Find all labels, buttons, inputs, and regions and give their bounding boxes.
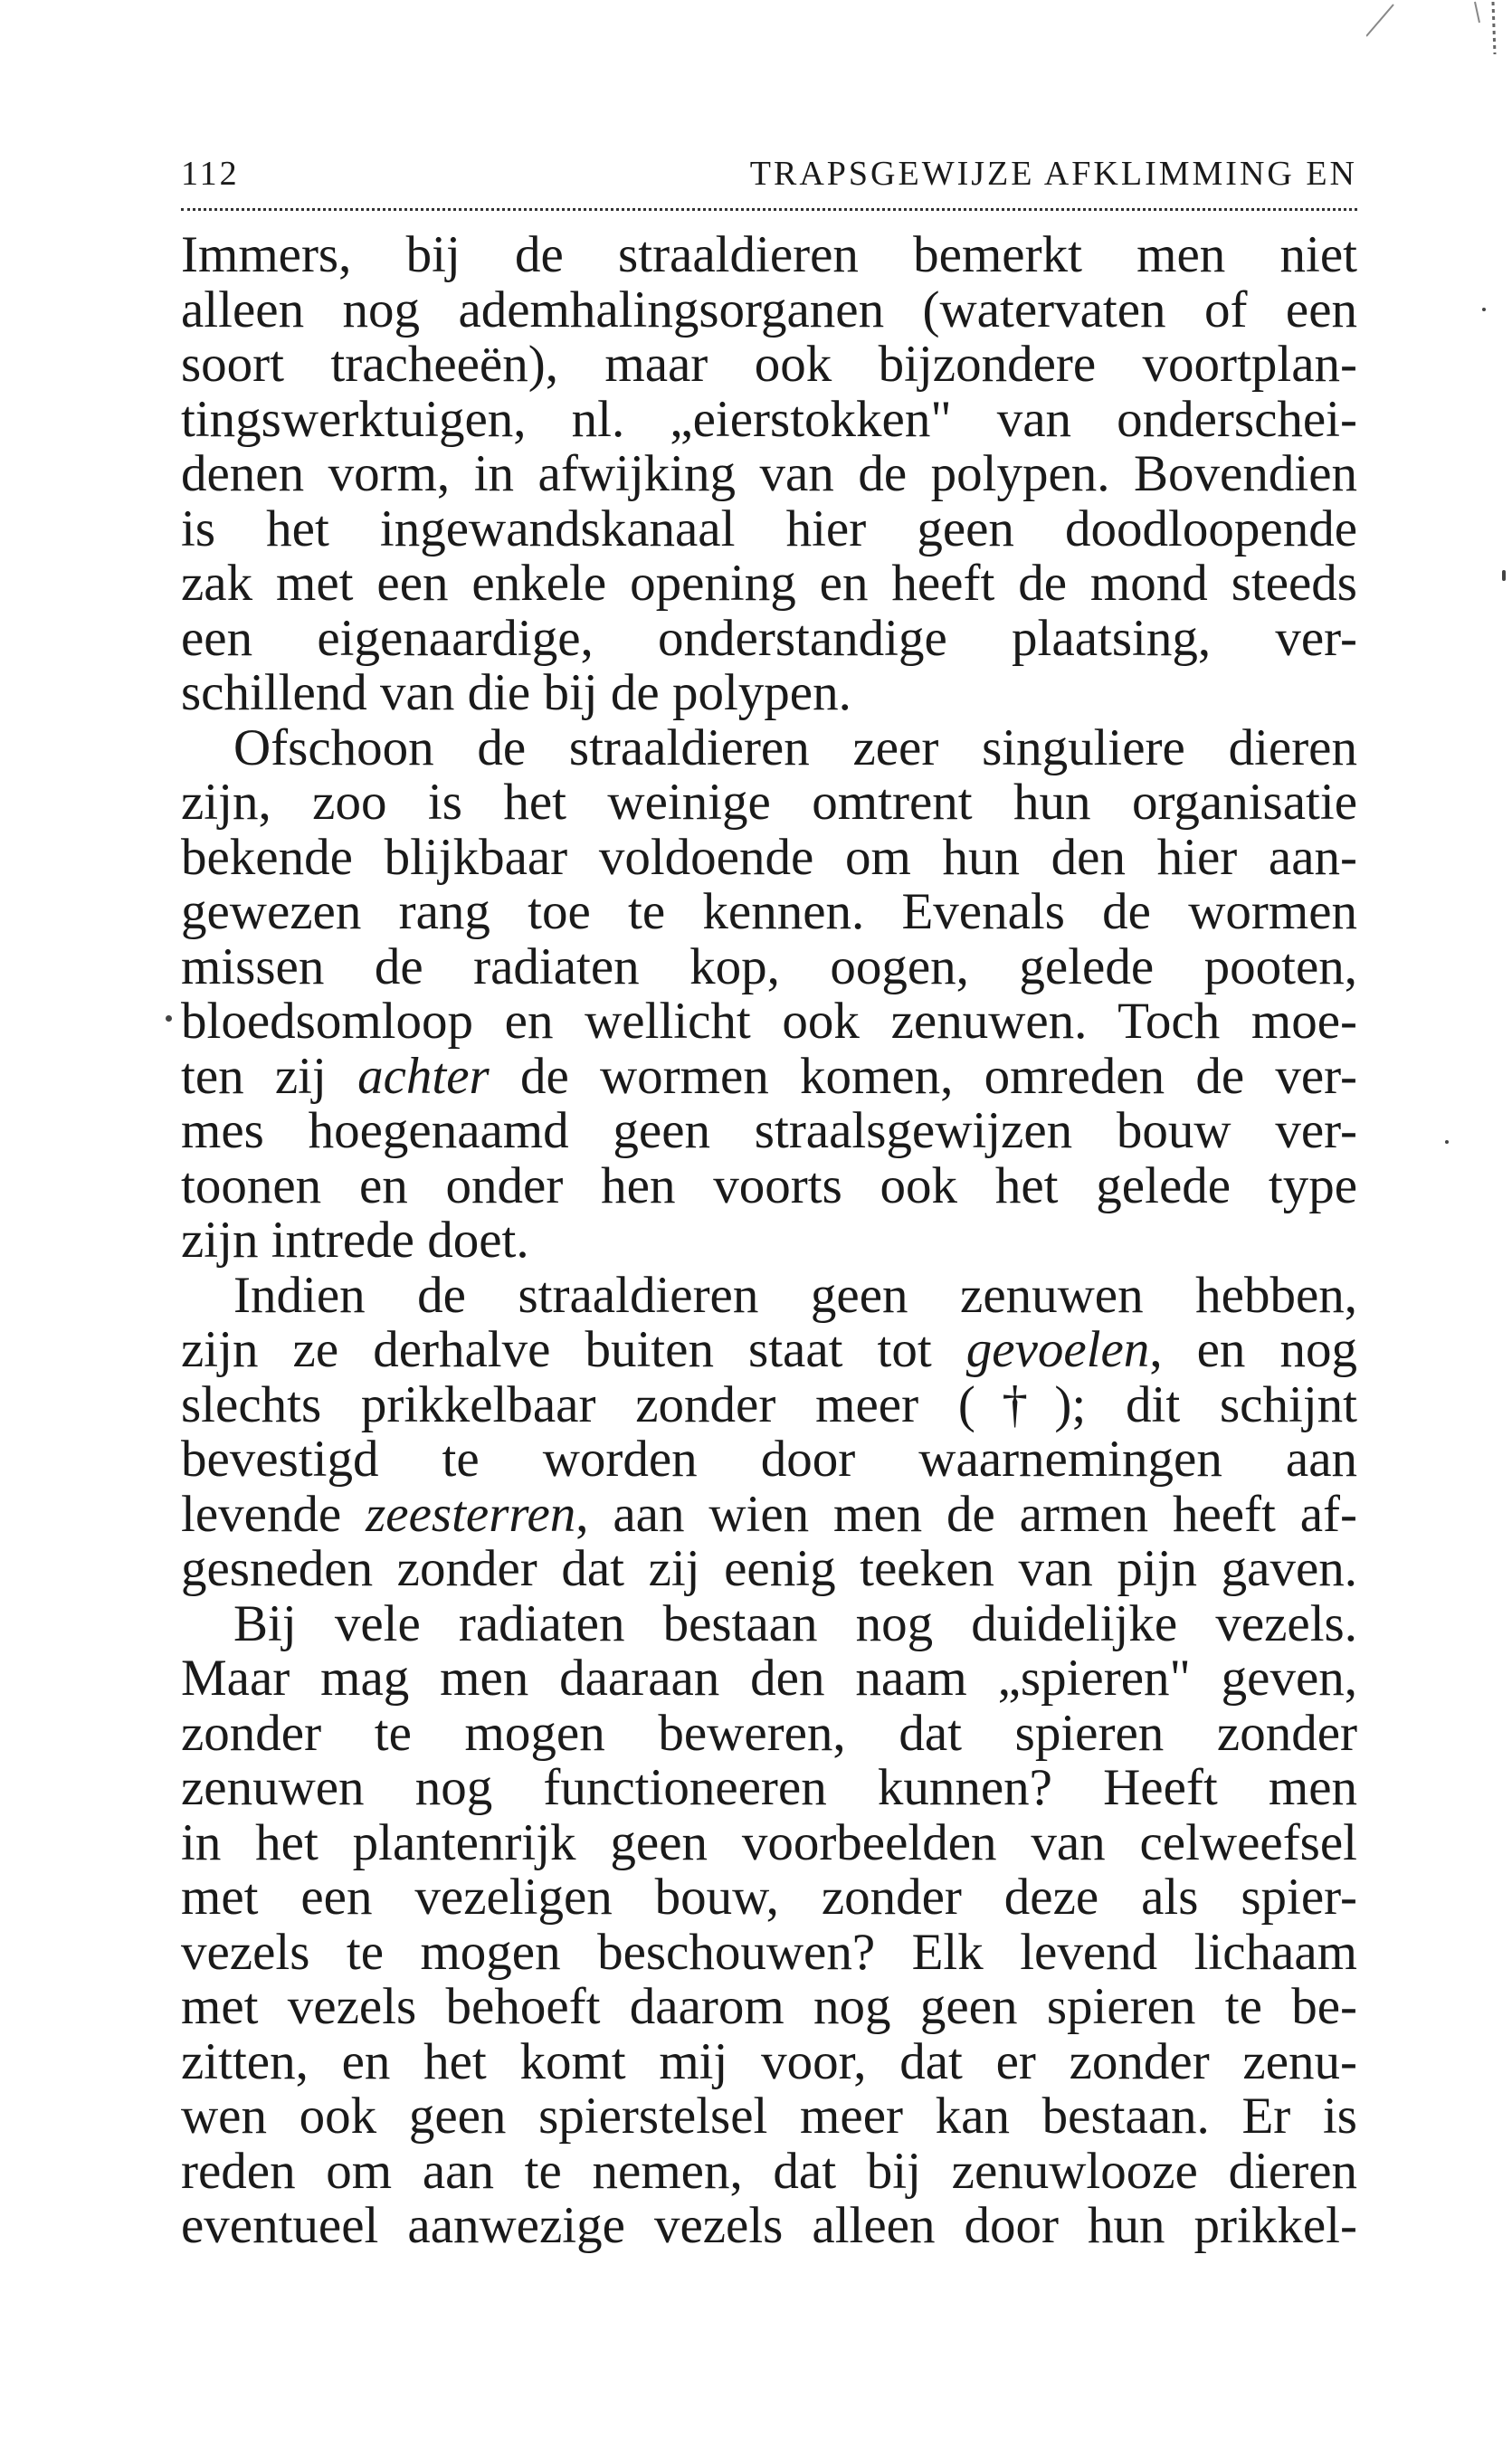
text-line: Indien de straaldieren geen zenuwen hebben,	[233, 1266, 1357, 1324]
italic-term: gevoelen	[965, 1321, 1150, 1378]
text-line: gewezen rang toe te kennen. Evenals de wormen	[181, 883, 1357, 940]
text-line: toonen en onder hen voorts ook het gelede type	[181, 1156, 1357, 1214]
text-line: bevestigd te worden door waarnemingen aan	[181, 1431, 1357, 1488]
text-line: zijn ze derhalve buiten staat tot gevoelen, en nog	[181, 1321, 1357, 1378]
margin-speck	[1445, 1140, 1449, 1144]
text-line: ten zij achter de wormen komen, omreden de ver-	[181, 1047, 1358, 1105]
paragraph	[181, 718, 1358, 1269]
text-line: slechts prikkelbaar zonder meer (†); dit schijnt	[181, 1375, 1357, 1433]
text-line: in het plantenrijk geen voorbeelden van celweefsel	[181, 1813, 1357, 1871]
text-line: wen ook geen spierstelsel meer kan bestaan. Er is	[181, 2088, 1357, 2145]
margin-speck	[1502, 570, 1506, 581]
paragraph	[181, 228, 1357, 721]
text-line: met een vezeligen bouw, zonder deze als spier-	[181, 1869, 1357, 1926]
paragraph	[181, 1266, 1358, 1597]
text-line: soort tracheeën), maar ook bijzondere voortplan-	[181, 336, 1357, 393]
text-line: vezels te mogen beschouwen? Elk levend lichaam	[181, 1923, 1357, 1981]
text-line: Ofschoon de straaldieren zeer singuliere dieren	[233, 718, 1357, 776]
paragraph	[181, 1594, 1357, 2254]
text-line: schillend van die bij de polypen.	[181, 664, 851, 721]
text-line: Maar mag men daaraan den naam „spieren" geven,	[181, 1650, 1357, 1707]
body-text	[181, 228, 1357, 2254]
scan-corner-mark	[1366, 0, 1511, 72]
text-line: een eigenaardige, onderstandige plaatsing, ver-	[181, 609, 1357, 667]
text-line: tingswerktuigen, nl. „eierstokken" van onderschei-	[181, 390, 1357, 448]
text-line: denen vorm, in afwijking van de polypen. Bovendien	[181, 445, 1357, 502]
page-header	[181, 154, 1357, 208]
margin-speck	[166, 1015, 172, 1022]
text-line: zijn intrede doet.	[181, 1212, 529, 1269]
text-line: eventueel aanwezige vezels alleen door hun prikkel-	[181, 2197, 1357, 2254]
text-line: mes hoegenaamd geen straalsgewijzen bouw ver-	[181, 1102, 1357, 1159]
page-number: 112	[181, 155, 240, 193]
header-dotted-rule	[181, 208, 1357, 211]
text-line: Immers, bij de straaldieren bemerkt men niet	[181, 226, 1357, 283]
running-head: TRAPSGEWIJZE AFKLIMMING EN	[749, 155, 1357, 193]
text-line: zenuwen nog functioneeren kunnen? Heeft men	[181, 1759, 1357, 1816]
text-line: bloedsomloop en wellicht ook zenuwen. Toch moe-	[181, 993, 1357, 1050]
text-line: met vezels behoeft daarom nog geen spieren te be-	[181, 1978, 1357, 2035]
text-line: levende zeesterren, aan wien men de armen heeft af-	[181, 1485, 1358, 1543]
margin-speck	[1482, 308, 1486, 311]
text-line: reden om aan te nemen, dat bij zenuwlooze dieren	[181, 2142, 1357, 2200]
text-line: bekende blijkbaar voldoende om hun den hier aan-	[181, 828, 1357, 886]
text-line: alleen nog ademhalingsorganen (watervaten of een	[181, 281, 1357, 338]
text-line: gesneden zonder dat zij eenig teeken van pijn gaven.	[181, 1540, 1357, 1597]
text-line: zonder te mogen beweren, dat spieren zonder	[181, 1704, 1357, 1762]
text-line: missen de radiaten kop, oogen, gelede pooten,	[181, 937, 1357, 995]
italic-term: zeesterren	[366, 1485, 576, 1543]
text-line: is het ingewandskanaal hier geen doodloopende	[181, 499, 1357, 557]
text-line: Bij vele radiaten bestaan nog duidelijke vezels.	[233, 1594, 1357, 1652]
text-line: zitten, en het komt mij voor, dat er zonder zenu-	[181, 2032, 1357, 2090]
text-line: zijn, zoo is het weinige omtrent hun organisatie	[181, 774, 1357, 831]
italic-term: achter	[357, 1047, 490, 1105]
text-line: zak met een enkele opening en heeft de mond steeds	[181, 555, 1357, 612]
